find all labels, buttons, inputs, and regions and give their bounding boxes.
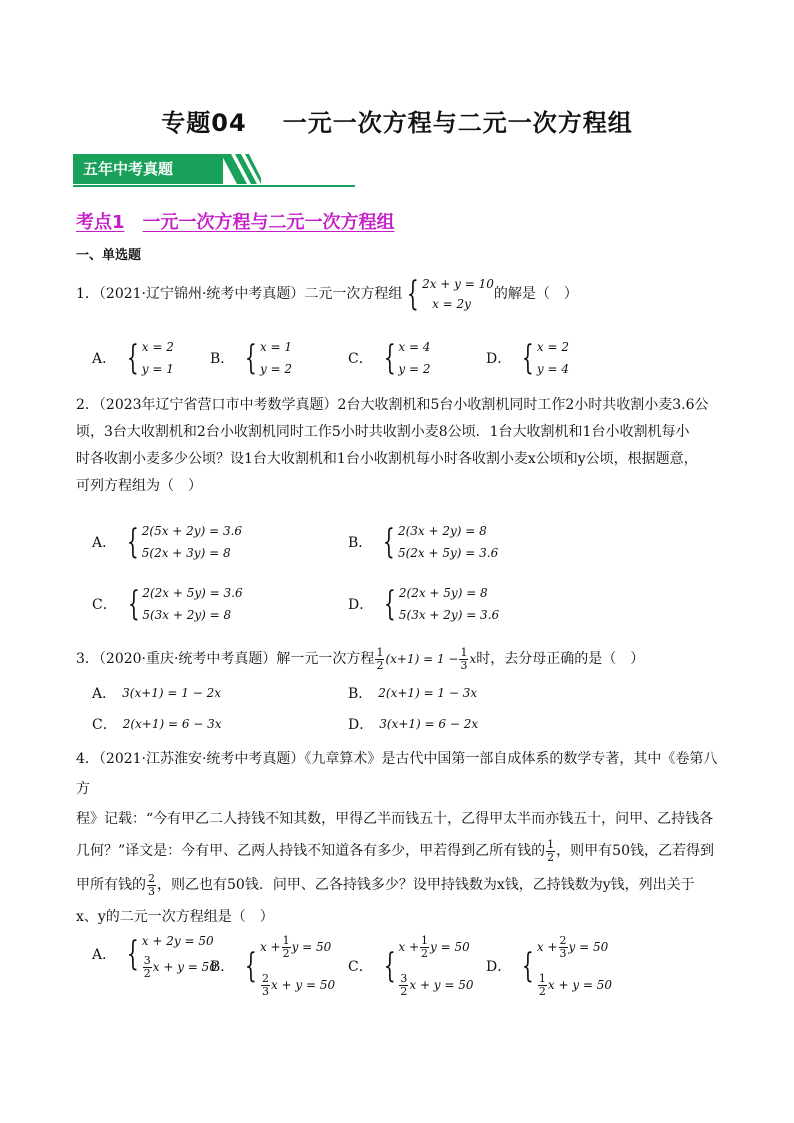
q4-frac-half: $\frac{1}{2}$ (547, 837, 555, 864)
q4-line3b: ，则甲有50钱，乙若得到 (556, 843, 714, 859)
section-banner (73, 154, 355, 188)
question-4 (76, 744, 726, 932)
q1-option-a[interactable]: A． { x = 2 y = 1 (92, 338, 174, 378)
q2-option-c[interactable]: C． { 2(2x + 5y) = 3.6 5(3x + 2y) = 8 (92, 584, 243, 624)
q2-option-d[interactable]: D． { 2(2x + 5y) = 8 5(3x + 2y) = 3.6 (348, 584, 500, 624)
q2-line1: 2．（2023年辽宁省营口市中考数学真题）2台大收割机和5台小收割机同时工作2小时共收割小麦3.6公 (76, 397, 709, 413)
banner-stripes-icon (221, 154, 261, 186)
q4-line4b: ，则乙也有50钱．问甲、乙各持钱多少？设甲持钱数为x钱，乙持钱数为y钱，列出关于 (157, 877, 695, 893)
q2-line3: 时各收割小麦多少公顷？设1台大收割机和1台小收割机每小时各收割小麦x公顷和y公顷，根据题意， (76, 451, 698, 467)
banner-label: 五年中考真题 (73, 154, 223, 184)
q3-option-b[interactable]: B． 2(x+1) = 1 − 3x (348, 686, 478, 702)
q1-option-d[interactable]: D． { x = 2 y = 4 (486, 338, 569, 378)
q4-line4a: 甲所有钱的 (76, 877, 146, 893)
q4-line2: 程》记载：“今有甲乙二人持钱不知其数，甲得乙半而钱五十，乙得甲太半而亦钱五十，问甲、乙持钱各 (76, 811, 714, 827)
q4-frac-two-thirds: $\frac{2}{3}$ (148, 871, 155, 898)
q4-option-a[interactable]: A． { x + 2y = 50 $\frac{3}{2}$ x + y = 50 (92, 934, 217, 980)
q1-eq1: 2x + y = 10 (422, 277, 494, 291)
q2-option-b[interactable]: B． { 2(3x + 2y) = 8 5(2x + 5y) = 3.6 (348, 522, 499, 562)
q1-option-c[interactable]: C． { x = 4 y = 2 (348, 338, 431, 378)
section-title: 一、单选题 (76, 248, 142, 263)
question-1 (76, 274, 726, 314)
q1-suffix: 的解是（ ） (493, 285, 578, 302)
title-part1: 专题04 (161, 109, 247, 137)
q2-option-a[interactable]: A． { 2(5x + 2y) = 3.6 5(2x + 3y) = 8 (92, 522, 243, 562)
page-title (0, 103, 794, 138)
topic-heading (76, 208, 395, 234)
q3-prefix: 3．（2020·重庆·统考中考真题）解一元一次方程 (76, 651, 375, 667)
q4-option-c[interactable]: C． { x + $\frac{1}{2}$ y = 50 $\frac{3}{2}$ x + y = 50 (348, 933, 474, 998)
q3-eq-b: x (469, 652, 477, 666)
q2-line2: 顷，3台大收割机和2台小收割机同时工作5小时共收割小麦8公顷．1台大收割机和1台小收割机每小 (76, 424, 690, 440)
q3-eq-a: (x+1) = 1 − (385, 652, 459, 666)
q3-frac-half: $\frac{1}{2}$ (376, 646, 384, 672)
banner-underline (73, 185, 355, 187)
q4-line5: x、y的二元一次方程组是（ ） (76, 909, 274, 925)
q1-prefix: 1．（2021·辽宁锦州·统考中考真题）二元一次方程组 (76, 285, 403, 302)
q4-option-b[interactable]: B． { x + $\frac{1}{2}$ y = 50 $\frac{2}{3}$ x + y = 50 (210, 933, 336, 998)
q1-eq2: x = 2y (432, 297, 471, 311)
question-3 (76, 646, 726, 674)
title-part2: 一元一次方程与二元一次方程组 (282, 109, 633, 137)
q4-line3a: 几何？”译文是：今有甲、乙两人持钱不知道各有多少，甲若得到乙所有钱的 (76, 843, 546, 859)
q3-frac-third: $\frac{1}{3}$ (460, 646, 468, 672)
q3-suffix: 时，去分母正确的是（ ） (476, 651, 645, 667)
q2-line4: 可列方程组为（ ） (76, 478, 202, 494)
q4-line1: 4．（2021·江苏淮安·统考中考真题）《九章算术》是古代中国第一部自成体系的数学专著，其中《卷第八方 (76, 751, 718, 797)
question-2 (76, 392, 726, 500)
q1-system: { 2x + y = 10 x = 2y (407, 274, 494, 314)
q1-option-b[interactable]: B． { x = 1 y = 2 (210, 338, 293, 378)
topic-label: 考点1 (76, 212, 125, 233)
q4-option-d[interactable]: D． { x + $\frac{2}{3}$ y = 50 $\frac{1}{2}$ x + y = 50 (486, 933, 613, 998)
q3-option-c[interactable]: C． 2(x+1) = 6 − 3x (92, 717, 222, 733)
q3-option-a[interactable]: A． 3(x+1) = 1 − 2x (92, 686, 221, 702)
topic-title: 一元一次方程与二元一次方程组 (142, 212, 395, 233)
q3-option-d[interactable]: D． 3(x+1) = 6 − 2x (348, 717, 479, 733)
